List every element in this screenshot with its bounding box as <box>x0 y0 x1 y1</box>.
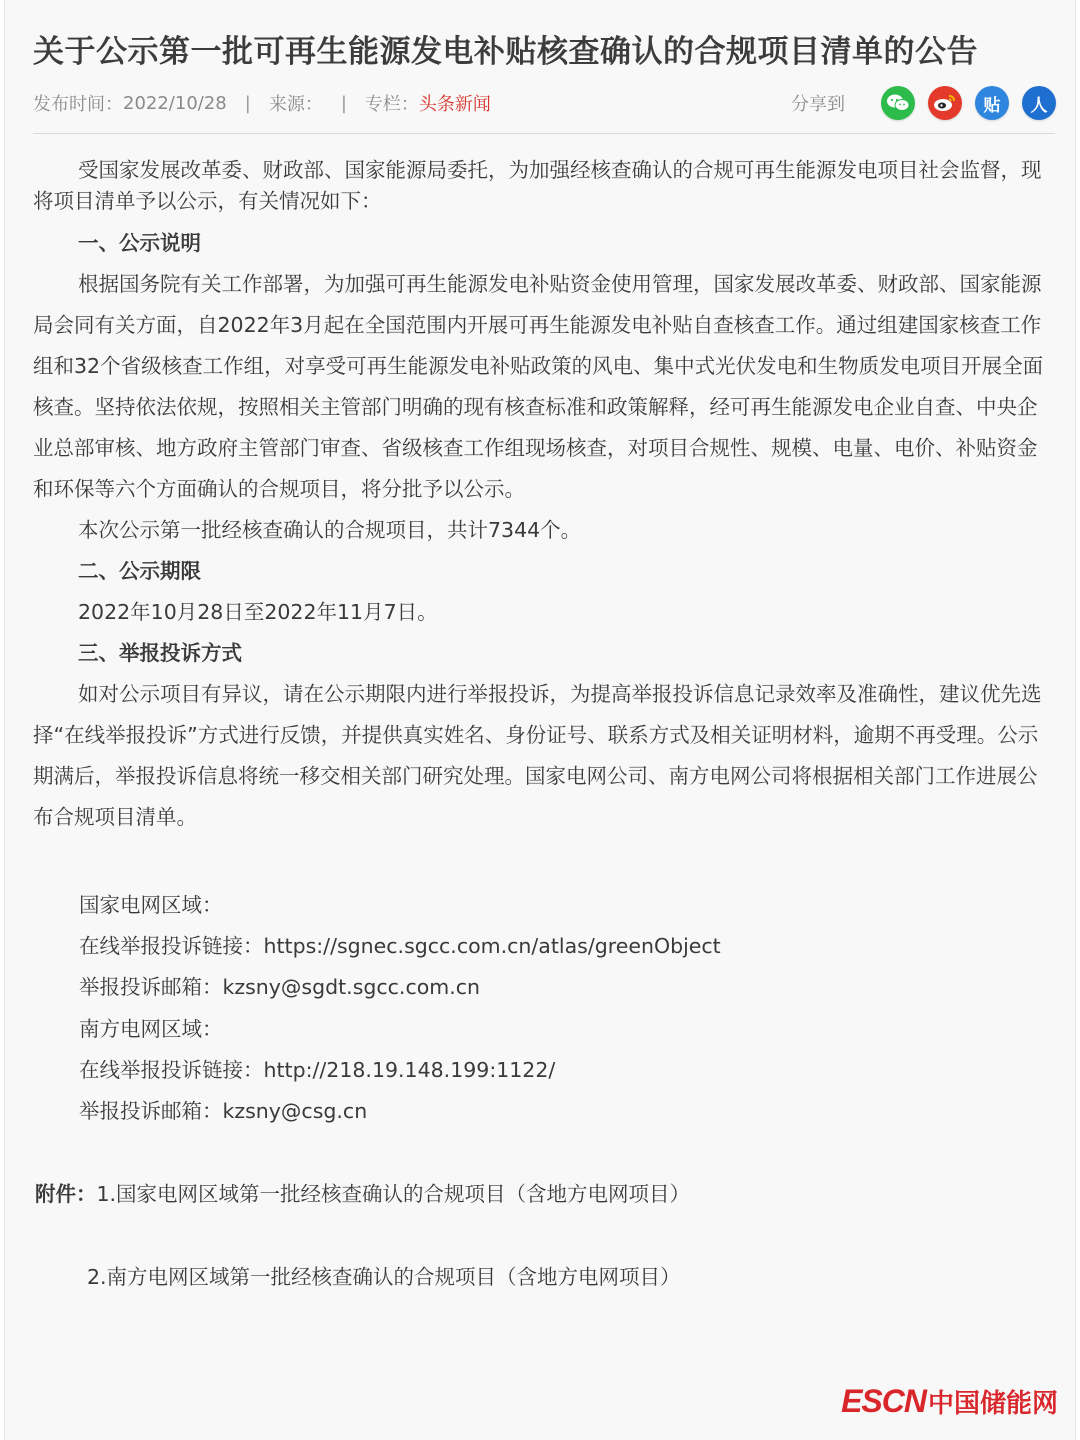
renren-icon[interactable] <box>1022 86 1056 120</box>
article-page <box>4 0 1076 1440</box>
publish-date: 2022/10/28 <box>123 92 227 114</box>
escn-watermark <box>841 1383 1058 1420</box>
csg-complaint-link[interactable]: 在线举报投诉链接：http://218.19.148.199:1122/ <box>79 1058 556 1082</box>
source-label: 来源： <box>268 94 323 115</box>
sgcc-complaint-link[interactable]: 在线举报投诉链接：https://sgnec.sgcc.com.cn/atlas/greenObject <box>79 934 721 958</box>
weibo-icon[interactable] <box>928 86 962 120</box>
body-paragraph: 本次公示第一批经核查确认的合规项目，共计7344个。 <box>78 518 582 542</box>
article-title: 关于公示第一批可再生能源发电补贴核查确认的合规项目清单的公告 <box>33 34 978 70</box>
wechat-icon[interactable] <box>881 86 915 120</box>
intro-paragraph: 受国家发展改革委、财政部、国家能源局委托，为加强经核查确认的合规可再生能源发电项目社会监督，现将项目清单予以公示，有关情况如下： <box>33 158 1042 213</box>
column-label: 专栏： <box>364 94 419 115</box>
column-link[interactable]: 头条新闻 <box>418 94 491 115</box>
sgcc-region-label: 国家电网区域： <box>79 893 223 917</box>
body-paragraph: 根据国务院有关工作部署，为加强可再生能源发电补贴资金使用管理，国家发展改革委、财政部、国家能源局会同有关方面，自2022年3月起在全国范围内开展可再生能源发电补贴自查核查工作。通过组建国家核查工作组和32个省级核查工作组，对享受可再生能源发电补贴政策的风电、集中式光伏发电和生物质发电项目开展全面核查。坚持依法依规，按照相关主管部门明确的现有核查标准和政策解释，经可再生能源发电企业自查、中央企业总部审核、地方政府主管部门审查、省级核查工作组现场核查，对项目合规性、规模、电量、电价、补贴资金和环保等六个方面确认的合规项目，将分批予以公示。 <box>33 272 1044 501</box>
tieba-icon[interactable] <box>975 86 1009 120</box>
renren-glyph: 人 <box>1030 95 1048 116</box>
csg-complaint-email[interactable]: 举报投诉邮箱：kzsny@csg.cn <box>79 1099 368 1123</box>
publish-label: 发布时间： <box>33 94 123 115</box>
watermark-escn: ESCN <box>841 1383 926 1419</box>
body-paragraph: 如对公示项目有异议，请在公示期限内进行举报投诉，为提高举报投诉信息记录效率及准确性，建议优先选择“在线举报投诉”方式进行反馈，并提供真实姓名、身份证号、联系方式及相关证明材料，逾期不再受理。公示期满后，举报投诉信息将统一移交相关部门研究处理。国家电网公司、南方电网公司将根据相关部门工作进展公布合规项目清单。 <box>33 682 1042 829</box>
watermark-cn: 中国储能网 <box>927 1388 1058 1418</box>
header-divider <box>33 133 1055 134</box>
section-1 <box>33 223 1053 838</box>
tieba-glyph: 贴 <box>983 95 1001 116</box>
attachment-item-2[interactable]: 2.南方电网区域第一批经核查确认的合规项目（含地方电网项目） <box>87 1265 681 1289</box>
attachment-2 <box>87 1260 681 1290</box>
share-label: 分享到 <box>791 94 845 115</box>
csg-region-label: 南方电网区域： <box>79 1017 223 1041</box>
sgcc-complaint-email[interactable]: 举报投诉邮箱：kzsny@sgdt.sgcc.com.cn <box>79 975 481 999</box>
meta-separator: | <box>244 92 251 114</box>
intro-block <box>33 155 1053 217</box>
attachment-label: 附件： <box>35 1182 97 1206</box>
attachment-item-1[interactable]: 1.国家电网区域第一批经核查确认的合规项目（含地方电网项目） <box>96 1182 691 1206</box>
body-paragraph: 2022年10月28日至2022年11月7日。 <box>78 600 438 624</box>
meta-separator: | <box>340 92 347 114</box>
section-heading: 三、举报投诉方式 <box>78 641 242 665</box>
share-icons <box>881 86 1056 120</box>
attachment-1 <box>35 1177 690 1207</box>
section-heading: 二、公示期限 <box>78 559 201 583</box>
section-heading: 一、公示说明 <box>78 231 201 255</box>
article-meta <box>33 88 793 118</box>
